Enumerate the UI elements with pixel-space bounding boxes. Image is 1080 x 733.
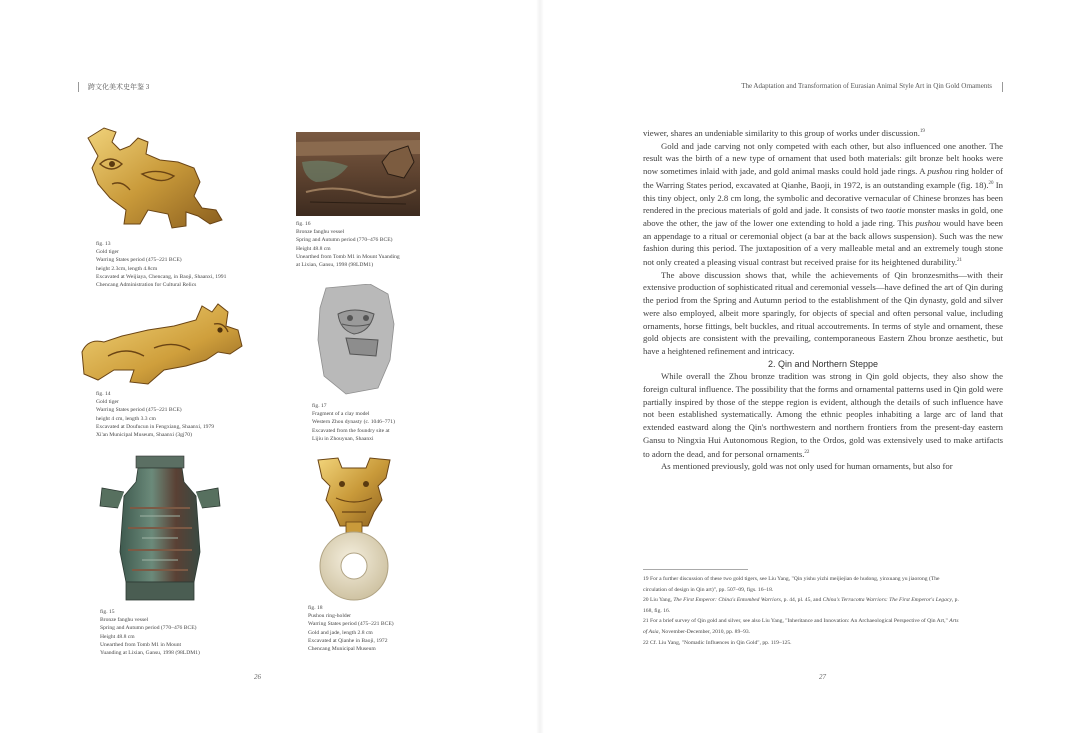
text-run: , p. [951,597,959,604]
book-gutter [536,0,544,733]
caption-line: Gold and jade, length 2.8 cm [308,629,373,636]
caption-line: height 2.3cm, length 4.8cm [96,265,158,272]
caption-line: Warring States period (475–221 BCE) [96,257,182,264]
caption-line: fig. 14 [96,391,111,397]
text-run: In this tiny object, only 2.8 cm long, the symbolic and decorative vernacular of Chinese bronzes has been rendered in the precious materials of gold and jade. It consists of two [643,179,1003,216]
fig14-caption [96,390,286,439]
footnote-line [643,595,1003,606]
bronze-fanghu-vessel-image [96,452,224,604]
caption-line: Yuanding at Lixian, Gansu, 1998 (98LDM1) [100,650,200,657]
caption-line: Chencang Administration for Cultural Relics [96,282,197,289]
footnote-ref: 21 [957,258,963,264]
caption-line: Warring States period (475–221 BCE) [96,407,182,414]
text-run: monster masks in gold, one above the other, the jaw of the lower one extending to hold a jade ring. This [643,205,1003,228]
caption-line: at Lixian, Gansu, 1998 (98LDM1) [296,262,374,269]
caption-line: Excavated from the foundry site at [312,427,390,434]
footnote-line [643,616,1003,627]
caption-line: height 4 cm, length 3.3 cm [96,415,156,422]
text-run: , November-December, 2010, pp. 89–93. [658,628,751,635]
running-header-left: 跨文化美术史年鉴 3 [88,83,150,91]
footnote-line: 22 Cf. Liu Yang, "Nomadic Influences in Qin Gold", pp. 119–125. [643,639,792,646]
caption-line: Unearthed from Tomb M1 in Mount Yuanding [296,253,400,260]
footnote-divider [643,569,748,570]
paragraph: As mentioned previously, gold was not only used for human ornaments, but also for [661,461,953,472]
title-italic: Arts [949,618,959,625]
caption-line: Chencang Municipal Museum [308,646,376,653]
fig18-caption [308,604,498,653]
caption-line: Western Zhou dynasty (c. 1046–771) [312,419,395,426]
fig15-caption [100,608,290,657]
gold-tiger-plaque-image [82,124,232,234]
footnote-ref: 22 [804,449,810,455]
paragraph [643,126,1003,140]
caption-line: Warring States period (475–221 BCE) [308,621,394,628]
page-number-left: 26 [254,673,261,681]
fig17-caption [312,402,502,443]
caption-line: Excavated at Doufucun in Fengxiang, Shaanxi, 1979 [96,423,215,430]
footnote-ref: 19 [919,129,925,134]
caption-line: Height 48.8 cm [296,245,331,252]
page-number-right: 27 [819,673,826,681]
text-run: viewer, shares an undeniable similarity to this group of works under discussion. [643,128,920,138]
caption-line: fig. 18 [308,605,323,611]
footnote-line [643,627,1003,638]
fig16-caption [296,220,486,269]
header-rule-right [1002,82,1003,92]
text-run: While overall the Zhou bronze tradition was strong in Qin gold objects, they also show the foreign cultural influence. The possibility that the forms and ornamental patterns used in Qin gold were partially inspired by those of the steppe region is evident, although the details of such influence have not been established systematically. Among the ethnic peoples inhabiting a large arc of land that extended eastward along the Qin's northwestern and northern frontiers from the present-day eastern Gansu to Ningxia Hui Autonomous Region, to the Ordos, gold was extensively used to make artifacts to adorn the dead, and for personal ornaments. [643,371,1003,459]
caption-line: fig. 13 [96,241,111,247]
text-run: Gold and jade carving not only competed with each other, but also influenced one another. The result was the birth of a new type of ornament that used both materials: gilt bronze belt hooks were now sometimes inlaid with jade, and gold animal masks could hold jade rings. A [643,140,1003,177]
caption-line: fig. 17 [312,403,327,409]
footnotes [643,574,1003,648]
caption-line: Excavated at Qianhe in Baoji, 1972 [308,637,388,644]
caption-line: Spring and Autumn period (770–476 BCE) [296,237,393,244]
term-italic: taotie [885,205,906,216]
footnote-line: 168, fig. 16. [643,607,671,614]
running-header-right: The Adaptation and Transformation of Eurasian Animal Style Art in Qin Gold Ornaments [741,82,992,90]
caption-line: Bronze fanghu vessel [100,617,149,624]
caption-line: Gold tiger [96,249,119,256]
footnote-line: 19 For a further discussion of these two gold tigers, see Liu Yang, "Qin yishu yizhi meijiejian de hudong, yinxuang yu jiaorong (The [643,576,940,582]
header-rule-left [78,82,79,92]
caption-line: fig. 15 [100,609,115,615]
text-run: ring holder of the Warring States period, excavated at Qianhe, Baoji, in 1972, is an outstanding example (fig. 18). [643,166,1003,190]
title-italic: China's Terracotta Warriors: The First Emperor's Legacy [822,597,952,604]
caption-line: fig. 16 [296,221,311,227]
text-run: , p. 44, pl. 45, and [780,597,823,604]
caption-line: Lijiu in Zhouyuan, Shaanxi [312,435,374,442]
gold-tiger-crouching-image [78,300,248,388]
caption-line: Xi'an Municipal Museum, Shaanxi (3gj70) [96,432,192,439]
pushou-ring-holder-image [312,456,396,602]
caption-line: Height 48.8 cm [100,633,135,640]
caption-line: Gold tiger [96,399,119,406]
term-italic: pushou [915,217,941,228]
term-italic: pushou [927,166,953,177]
body-text [643,126,1003,473]
text-run: 20 Liu Yang, [643,597,674,604]
paragraph [643,140,1003,269]
footnote-line: circulation of design in Qin art)", pp. 507–09, figs. 16–18. [643,586,774,593]
bronze-vessel-detail-image [296,132,420,216]
clay-mold-fragment-image [316,284,396,396]
caption-line: Unearthed from Tomb M1 in Mount [100,641,182,648]
caption-line: Pushou ring-holder [308,613,352,620]
fig13-caption [96,240,286,289]
caption-line: Fragment of a clay model [312,411,370,418]
paragraph: The above discussion shows that, while the achievements of Qin bronzesmiths—with their extensive production of sophisticated ritual and ceremonial vessels—have defined the art of Qin during the period from the Spring and Autumn period to the establishment of the Qin dynasty, gold and silver were also employed, albeit more sparingly, for objects of special and often personal value, including ornaments, horse fittings, belt buckles, and ritual accoutrements. In terms of style and ornament, these gold objects are consistent with the prevailing, contemporaneous Eastern Zhou bronze aesthetic, but have a heightened refinement and intricacy. [643,269,1003,356]
caption-line: Excavated at Weijiaya, Chencang, in Baoji, Shaanxi, 1991 [96,273,227,280]
title-italic: of Asia [643,628,659,635]
footnote-ref: 20 [988,180,994,186]
caption-line: Bronze fanghu vessel [296,229,345,236]
text-run: 21 For a brief survey of Qin gold and silver, see also Liu Yang, "Inheritance and Innovation: An Archaeological Perspective of Qin Art," [643,618,950,625]
paragraph [643,370,1003,460]
section-heading: 2. Qin and Northern Steppe [767,358,879,369]
title-italic: The First Emperor: China's Entombed Warriors [673,597,781,604]
text-run: would have been an appendage to a ritual or ceremonial object (a bar at the back allows suspension). Such was the new fashion during this period. The juxtaposition of a very malleable metal and an extremely tough stone not only created a pleasing visual contrast but received praise for its heightened durability. [643,217,1003,268]
caption-line: Spring and Autumn period (770–476 BCE) [100,625,197,632]
